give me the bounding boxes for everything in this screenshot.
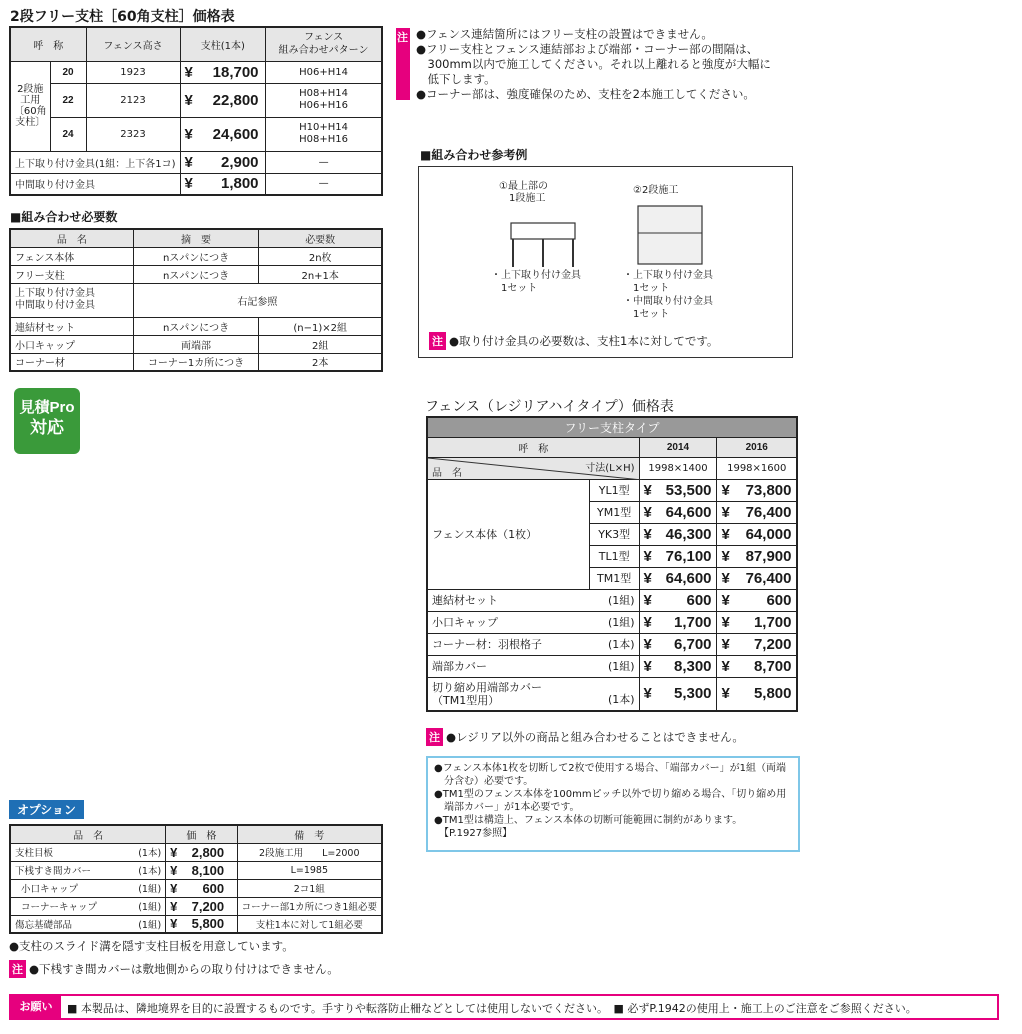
price-cell: 5,800 xyxy=(191,916,225,932)
info-item: ●TM1型は構造上、フェンス本体の切断可能範囲に制約があります。 【P.1927参照】 xyxy=(434,815,743,839)
req-name: フェンス本体 xyxy=(10,247,133,265)
col-header: 摘 要 xyxy=(133,229,259,247)
note-item: ●フリー支柱とフェンス連結部および端部・コーナー部の間隔は、 300mm以内で施工してください。それ以上離れると強度が大幅に 低下します。 xyxy=(416,42,771,86)
extra-name: 中間取り付け金具 xyxy=(10,173,180,195)
req-name: コーナー材 xyxy=(10,353,133,371)
height-cell: 1923 xyxy=(86,61,180,83)
price-cell: 76,400 xyxy=(745,569,792,587)
opt-name: 小口キャップ xyxy=(21,884,79,895)
opt-note: 2段施工用 L=2000 xyxy=(237,843,382,861)
opt-unit: (1本) xyxy=(138,848,162,859)
model-cell: YM1型 xyxy=(589,501,639,523)
price-cell: 600 xyxy=(202,880,225,896)
model-cell: TL1型 xyxy=(589,545,639,567)
price-cell: 1,800 xyxy=(220,175,259,193)
info-item: ●フェンス本体1枚を切断して2枚で使用する場合、「端部カバー」が1組（両端 分含む）必要です。 xyxy=(434,763,787,787)
footer-label: お願い xyxy=(11,996,61,1018)
price-cell: 1,700 xyxy=(753,613,792,631)
price-cell: 600 xyxy=(686,591,712,609)
price-cell: 7,200 xyxy=(191,898,225,914)
price-cell: 53,500 xyxy=(665,481,712,499)
ex1-parts: ・上下取り付け金具 1セット xyxy=(491,270,581,294)
pattern-cell: H10+H14 H08+H16 xyxy=(266,117,382,151)
price-cell: 2,800 xyxy=(191,844,225,860)
required-title: ■組み合わせ必要数 xyxy=(10,210,118,224)
extra-name: 上下取り付け金具(1組：上下各1コ) xyxy=(10,151,180,173)
badge-line1: 見積Pro xyxy=(19,399,75,416)
footer-text: ■ 本製品は、隣地境界を目的に設置するものです。手すりや転落防止柵などとしては使用しないでください。 ■ 必ずP.1942の使用上・施工上のご注意をご参照ください。 xyxy=(67,1002,917,1015)
top-notes xyxy=(416,27,816,102)
part-unit: (1組) xyxy=(607,616,635,629)
part-name: 小口キャップ xyxy=(432,616,498,629)
code-cell: 24 xyxy=(50,117,86,151)
req-desc: nスパンにつき xyxy=(133,247,259,265)
model-cell: YK3型 xyxy=(589,523,639,545)
fence-info-box xyxy=(426,756,800,852)
price-cell: 76,100 xyxy=(665,547,712,565)
col-code: 2016 xyxy=(717,437,797,457)
pattern-cell: — xyxy=(266,173,382,195)
col-header: 品 名 xyxy=(10,825,166,843)
opt-name: 下桟すき間カバー xyxy=(15,866,92,877)
price-cell: 87,900 xyxy=(745,547,792,565)
combo-title: ■組み合わせ参考例 xyxy=(420,148,528,162)
pattern-cell: H08+H14 H06+H16 xyxy=(266,83,382,117)
opt-note: 2コ1組 xyxy=(237,879,382,897)
price-cell: 8,700 xyxy=(753,657,792,675)
part-unit: (1本) xyxy=(607,638,635,651)
req-qty: 2組 xyxy=(259,335,382,353)
mitsumori-pro-badge xyxy=(14,388,80,454)
ex2-diagram xyxy=(637,205,703,267)
opt-unit: (1本) xyxy=(138,866,162,877)
note-item: ●コーナー部は、強度確保のため、支柱を2本施工してください。 xyxy=(416,87,755,101)
combo-note: 注 ●取り付け金具の必要数は、支柱1本に対してです。 xyxy=(429,332,718,350)
options-title: オプション xyxy=(9,800,84,819)
price-cell: 5,800 xyxy=(753,685,792,703)
type-label: フリー支柱タイプ xyxy=(427,417,797,437)
price-cell: 600 xyxy=(766,591,792,609)
options-note2: 注 ●下桟すき間カバーは敷地側からの取り付けはできません。 xyxy=(9,960,339,978)
ex2-parts: ・上下取り付け金具 1セット ・中間取り付け金具 1セット xyxy=(623,270,713,320)
price-cell: 73,800 xyxy=(745,481,792,499)
size-cell: 1998×1400 xyxy=(639,457,717,479)
price-cell: 76,400 xyxy=(745,503,792,521)
part-name: 切り縮め用端部カバー （TM1型用） xyxy=(432,680,542,707)
required-table xyxy=(9,228,383,372)
model-cell: TM1型 xyxy=(589,567,639,589)
hinmei-label: 品 名 xyxy=(432,467,462,479)
opt-name: 支柱目板 xyxy=(15,848,54,859)
req-desc: nスパンにつき xyxy=(133,265,259,283)
ex2-title: ②2段施工 xyxy=(633,185,679,196)
col-header: 価 格 xyxy=(166,825,237,843)
req-desc: 右記参照 xyxy=(133,283,382,317)
post-table-title: 2段フリー支柱［60角支柱］価格表 xyxy=(10,9,235,25)
opt-name: 傷忘基礎部品 xyxy=(15,919,73,931)
col-header: 支柱(1本) xyxy=(180,27,266,61)
size-label: 寸法(L×H) xyxy=(585,462,635,474)
pattern-cell: — xyxy=(266,151,382,173)
price-cell: 6,700 xyxy=(673,635,712,653)
price-cell: 8,100 xyxy=(191,862,225,878)
combo-box xyxy=(418,166,793,358)
size-cell: 1998×1600 xyxy=(717,457,797,479)
opt-name: コーナーキャップ xyxy=(21,902,98,913)
options-table: 品 名 価 格 備 考 支柱目板 (1本) ¥ 2,800 2段施工用 L=2000 下桟すき間カバー (1本) ¥ 8,100 L=1985 小口キャップ (1組) ¥ 600 2コ1組 コーナーキャップ (1組) ¥ 7,200 コーナー部1カ所につき1組必要 傷忘基礎部品 (1組) ¥ 5,800 支柱1本に対して1組必要 xyxy=(9,824,383,934)
price-cell: 1,700 xyxy=(673,613,712,631)
pattern-cell: H06+H14 xyxy=(266,61,382,83)
height-cell: 2123 xyxy=(86,83,180,117)
badge-line2: 対応 xyxy=(30,418,64,438)
col-header: 必要数 xyxy=(259,229,382,247)
price-cell: 46,300 xyxy=(665,525,712,543)
req-desc: コーナー1カ所につき xyxy=(133,353,259,371)
ex1-title: ①最上部の 1段施工 xyxy=(499,181,548,204)
col-header: フェンス 組み合わせパターン xyxy=(266,27,382,61)
note-badge: 注 xyxy=(429,332,446,350)
req-desc: 両端部 xyxy=(133,335,259,353)
side-label: 2段施工用 〔60角支柱〕 xyxy=(10,61,50,151)
part-name: 端部カバー xyxy=(432,660,487,673)
part-name: コーナー材：羽根格子 xyxy=(432,638,542,651)
part-unit: (1組) xyxy=(607,660,635,673)
req-name: フリー支柱 xyxy=(10,265,133,283)
code-cell: 20 xyxy=(50,61,86,83)
price-cell: 7,200 xyxy=(753,635,792,653)
options-note1: ●支柱のスライド溝を隠す支柱目板を用意しています。 xyxy=(9,939,294,953)
footer-box xyxy=(9,994,999,1020)
price-cell: 64,600 xyxy=(665,569,712,587)
price-cell: 8,300 xyxy=(673,657,712,675)
opt-unit: (1組) xyxy=(138,919,162,931)
opt-note: コーナー部1カ所につき1組必要 xyxy=(237,897,382,915)
part-unit: (1組) xyxy=(607,594,635,607)
col-header: フェンス高さ xyxy=(86,27,180,61)
req-qty: 2n+1本 xyxy=(259,265,382,283)
height-cell: 2323 xyxy=(86,117,180,151)
price-cell: 5,300 xyxy=(673,685,712,703)
req-desc: nスパンにつき xyxy=(133,317,259,335)
note-badge: 注 xyxy=(9,960,26,978)
opt-unit: (1組) xyxy=(138,902,162,913)
price-cell: 2,900 xyxy=(220,153,259,171)
req-qty: 2本 xyxy=(259,353,382,371)
price-cell: 24,600 xyxy=(212,125,259,143)
req-name: 連結材セット xyxy=(10,317,133,335)
post-price-table: 呼 称 フェンス高さ 支柱(1本) フェンス 組み合わせパターン 2段施工用 〔60角支柱〕 20 1923 ¥ 18,700 H06+H14 22 2123 ¥ 22,800 H08+H14 H06+H16 24 2323 ¥ 24,600 H10+H14 H08+H16 上下取り付け金具(1組：上下各1コ) ¥ 2,900 — 中間取り付け金具 ¥ 1,800 — xyxy=(9,26,383,196)
note-item: ●フェンス連結箇所にはフリー支柱の設置はできません。 xyxy=(416,27,713,41)
opt-unit: (1組) xyxy=(138,884,162,895)
opt-note: 支柱1本に対して1組必要 xyxy=(237,915,382,933)
fence-note: 注 ●レジリア以外の商品と組み合わせることはできません。 xyxy=(426,728,744,746)
price-cell: 22,800 xyxy=(212,91,259,109)
model-cell: YL1型 xyxy=(589,479,639,501)
fence-title: フェンス（レジリアハイタイプ）価格表 xyxy=(425,399,674,415)
col-code: 2014 xyxy=(639,437,717,457)
req-name: 上下取り付け金具 中間取り付け金具 xyxy=(10,283,133,317)
fence-price-table: フリー支柱タイプ 呼 称 2014 2016 寸法(L×H) 品 名 1998×1400 1998×1600 フェンス本体（1枚） YL1型 ¥ 53,500 ¥ 73,800 YM1型 ¥ 64,600 ¥ 76,400 YK3型 ¥ 46,300 ¥ 64,000 TL1型 ¥ 76,100 ¥ 87,900 TM1型 ¥ 64,600 ¥ 76,400 連結材セット (1組) ¥ 600 ¥ 600 小口キャップ (1組) ¥ 1,700 ¥ 1,700 コーナー材：羽根格子 (1本) ¥ 6,700 ¥ 7,200 端部カバー (1組) ¥ 8,300 ¥ 8,700 切り縮め用端部カバー （TM1型用） (1本) ¥ 5,300 ¥ 5,800 xyxy=(426,416,798,712)
ex1-diagram xyxy=(509,221,577,269)
req-name: 小口キャップ xyxy=(10,335,133,353)
part-name: 連結材セット xyxy=(432,594,498,607)
info-item: ●TM1型のフェンス本体を100mmピッチ以外で切り縮める場合、「切り縮め用 端部カバー」が1本必要です。 xyxy=(434,789,787,813)
note-badge: 注 xyxy=(397,31,408,44)
req-qty: 2n枚 xyxy=(259,247,382,265)
code-cell: 22 xyxy=(50,83,86,117)
col-header: 呼 称 xyxy=(10,27,86,61)
price-cell: 64,000 xyxy=(745,525,792,543)
price-cell: 64,600 xyxy=(665,503,712,521)
yobi-label: 呼 称 xyxy=(427,437,639,457)
price-cell: 18,700 xyxy=(212,63,259,81)
req-qty: (n−1)×2組 xyxy=(259,317,382,335)
col-header: 備 考 xyxy=(237,825,382,843)
col-header: 品 名 xyxy=(10,229,133,247)
note-badge: 注 xyxy=(426,728,443,746)
part-unit: (1本) xyxy=(607,693,635,706)
opt-note: L=1985 xyxy=(237,861,382,879)
body-label: フェンス本体（1枚） xyxy=(427,479,589,589)
